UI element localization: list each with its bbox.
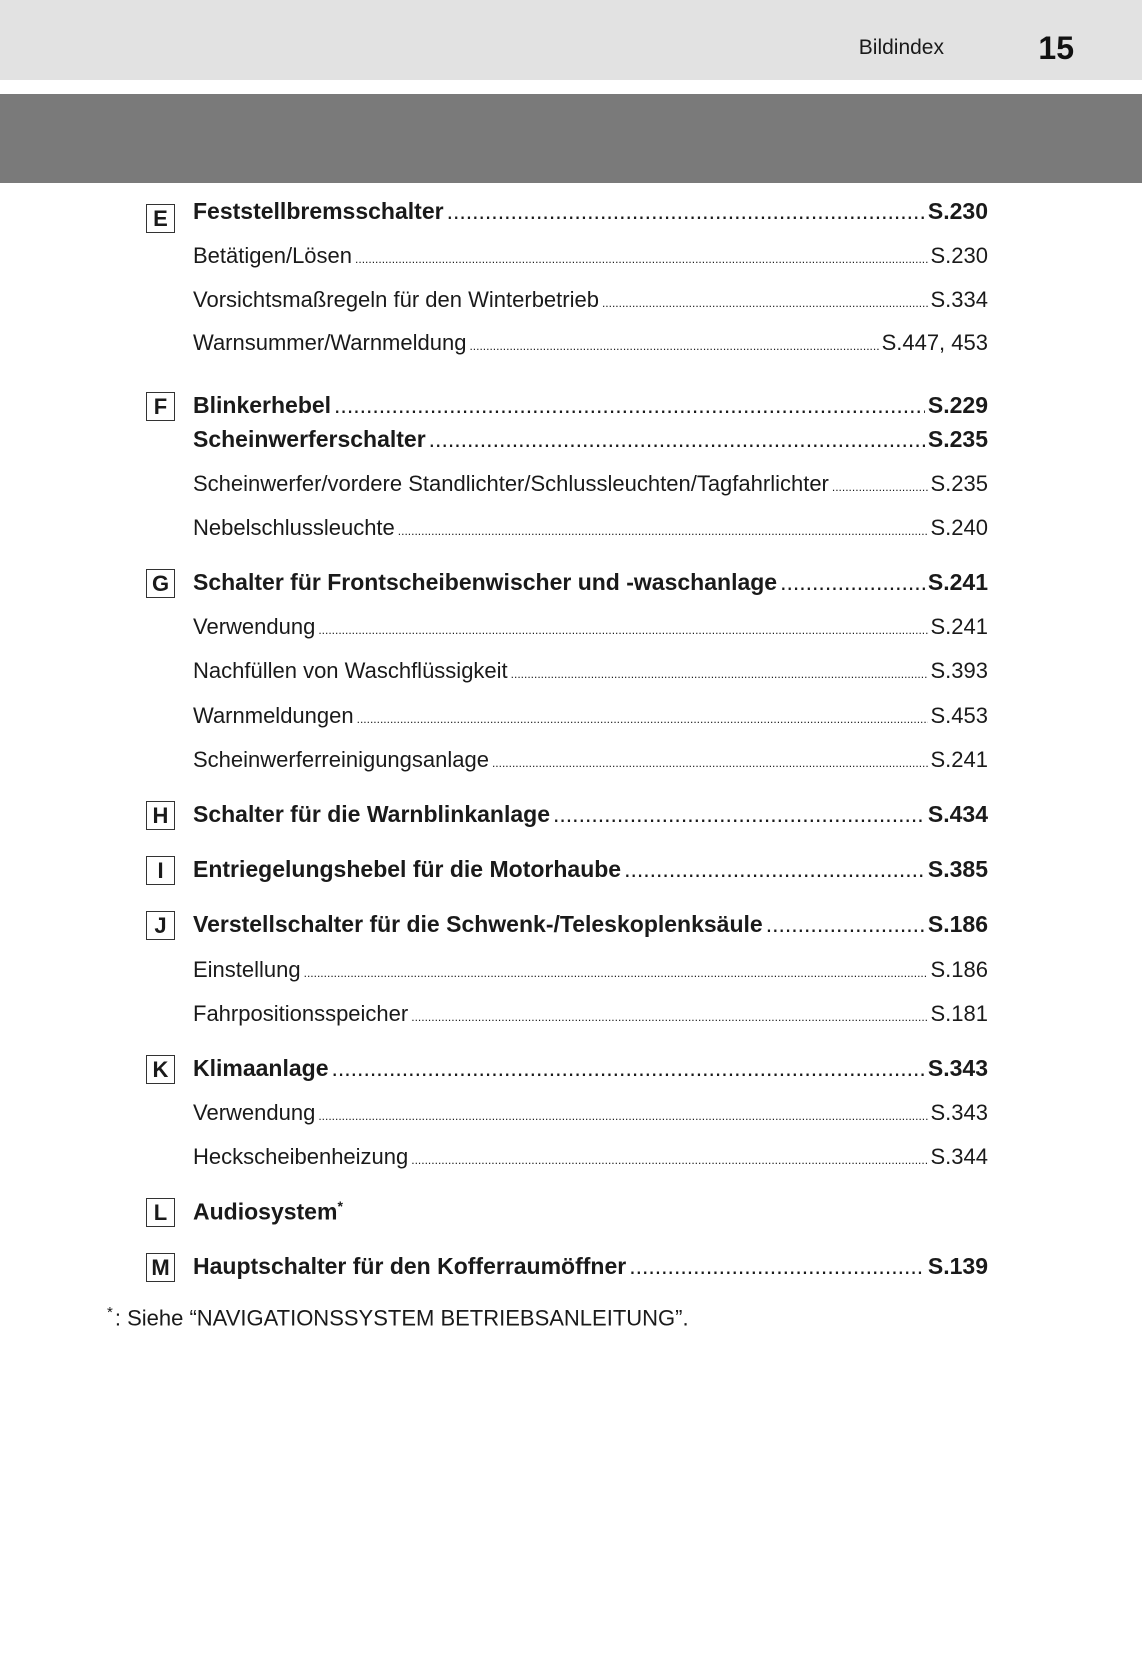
dot-leader bbox=[334, 392, 925, 419]
letter-marker-m: M bbox=[146, 1253, 175, 1282]
entry-label: Vorsichtsmaßregeln für den Winterbetrieb bbox=[193, 287, 599, 312]
entry-page-reference: S.334 bbox=[930, 287, 988, 312]
index-entry bbox=[193, 1144, 988, 1170]
index-entry bbox=[193, 658, 988, 684]
entry-label: Einstellung bbox=[193, 957, 301, 982]
entry-page-reference: S.393 bbox=[930, 658, 988, 683]
dot-leader bbox=[318, 623, 927, 637]
index-entry bbox=[193, 471, 988, 497]
entry-label: Scheinwerferreinigungsanlage bbox=[193, 747, 489, 772]
index-entry bbox=[193, 243, 988, 269]
dot-leader bbox=[511, 667, 928, 681]
entry-label: Warnmeldungen bbox=[193, 703, 354, 728]
dot-leader bbox=[624, 856, 925, 883]
dot-leader bbox=[766, 911, 925, 938]
entry-page-reference: S.447, 453 bbox=[881, 330, 988, 355]
entry-label: Klimaanlage bbox=[193, 1055, 329, 1081]
index-entry bbox=[193, 747, 988, 773]
index-entry bbox=[193, 614, 988, 640]
entry-page-reference: S.186 bbox=[927, 911, 988, 937]
entry-page-reference: S.385 bbox=[927, 856, 988, 882]
dot-leader bbox=[429, 426, 925, 453]
index-entry bbox=[193, 287, 988, 313]
entry-label: Blinkerhebel bbox=[193, 392, 332, 418]
index-entry bbox=[193, 1253, 988, 1280]
index-entry bbox=[193, 1100, 988, 1126]
entry-label: Schalter für die Warnblinkanlage bbox=[193, 801, 551, 827]
entry-page-reference: S.241 bbox=[930, 747, 988, 772]
index-entry bbox=[193, 1055, 988, 1082]
entry-label: Nebelschlussleuchte bbox=[193, 515, 395, 540]
entry-label: Scheinwerfer/vordere Standlichter/Schlussleuchten/Tagfahrlichter bbox=[193, 471, 829, 496]
entry-label: Audiosystem* bbox=[193, 1198, 343, 1225]
entry-page-reference: S.344 bbox=[930, 1144, 988, 1169]
letter-marker-e: E bbox=[146, 204, 175, 233]
letter-marker-g: G bbox=[146, 569, 175, 598]
entry-label: Feststellbremsschalter bbox=[193, 198, 444, 224]
index-entry bbox=[193, 957, 988, 983]
index-entry bbox=[193, 392, 988, 419]
dot-leader bbox=[832, 480, 928, 494]
entry-page-reference: S.241 bbox=[927, 569, 988, 595]
letter-marker-l: L bbox=[146, 1198, 175, 1227]
dot-leader bbox=[304, 966, 928, 980]
entry-page-reference: S.235 bbox=[930, 471, 988, 496]
page-number: 15 bbox=[1038, 30, 1074, 66]
entry-label: Heckscheibenheizung bbox=[193, 1144, 409, 1169]
entry-label: Betätigen/Lösen bbox=[193, 243, 353, 268]
entry-label: Schalter für Frontscheibenwischer und -waschanlage bbox=[193, 569, 778, 595]
index-entry bbox=[193, 198, 988, 225]
dot-leader bbox=[780, 569, 925, 596]
letter-marker-h: H bbox=[146, 801, 175, 830]
dot-leader bbox=[398, 524, 928, 538]
entry-label: Verstellschalter für die Schwenk-/Teleskoplenksäule bbox=[193, 911, 763, 937]
entry-label: Nachfüllen von Waschflüssigkeit bbox=[193, 658, 508, 683]
entry-page-reference: S.181 bbox=[930, 1001, 988, 1026]
entry-page-reference: S.343 bbox=[930, 1100, 988, 1125]
entry-page-reference: S.434 bbox=[927, 801, 988, 827]
index-entry bbox=[193, 801, 988, 828]
letter-marker-k: K bbox=[146, 1055, 175, 1084]
index-entry bbox=[193, 1198, 988, 1226]
index-entry bbox=[193, 426, 988, 453]
dot-leader bbox=[411, 1010, 927, 1024]
dot-leader bbox=[629, 1253, 925, 1280]
index-entry bbox=[193, 1001, 988, 1027]
entry-page-reference: S.186 bbox=[930, 957, 988, 982]
dot-leader bbox=[332, 1055, 925, 1082]
letter-marker-f: F bbox=[146, 392, 175, 421]
dot-leader bbox=[553, 801, 925, 828]
dot-leader bbox=[602, 296, 928, 310]
entry-page-reference: S.241 bbox=[930, 614, 988, 639]
index-entry bbox=[193, 569, 988, 596]
dot-leader bbox=[411, 1153, 927, 1167]
index-entry bbox=[193, 911, 988, 938]
entry-label: Verwendung bbox=[193, 1100, 316, 1125]
entry-label: Entriegelungshebel für die Motorhaube bbox=[193, 856, 622, 882]
entry-page-reference: S.230 bbox=[930, 243, 988, 268]
dot-leader bbox=[492, 756, 928, 770]
dot-leader bbox=[318, 1109, 927, 1123]
dot-leader bbox=[355, 252, 927, 266]
entry-page-reference: S.139 bbox=[927, 1253, 988, 1279]
letter-marker-j: J bbox=[146, 911, 175, 940]
index-entry bbox=[193, 515, 988, 541]
entry-label: Hauptschalter für den Kofferraumöffner bbox=[193, 1253, 627, 1279]
footnote-text: : Siehe “NAVIGATIONSSYSTEM BETRIEBSANLEITUNG”. bbox=[114, 1305, 689, 1331]
page-header bbox=[0, 0, 1142, 80]
entry-label: Verwendung bbox=[193, 614, 316, 639]
entry-page-reference: S.235 bbox=[927, 426, 988, 452]
footnote-reference: * bbox=[337, 1198, 343, 1214]
index-entry bbox=[193, 703, 988, 729]
entry-label: Scheinwerferschalter bbox=[193, 426, 426, 452]
index-entry bbox=[193, 330, 988, 356]
entry-page-reference: S.230 bbox=[927, 198, 988, 224]
entry-page-reference: S.343 bbox=[927, 1055, 988, 1081]
entry-label: Warnsummer/Warnmeldung bbox=[193, 330, 467, 355]
footnote-mark: * bbox=[107, 1304, 113, 1321]
gray-band bbox=[0, 94, 1142, 183]
letter-marker-i: I bbox=[146, 856, 175, 885]
footnote bbox=[107, 1304, 689, 1331]
dot-leader bbox=[469, 339, 878, 353]
index-entry bbox=[193, 856, 988, 883]
entry-label: Fahrpositionsspeicher bbox=[193, 1001, 409, 1026]
entry-page-reference: S.240 bbox=[930, 515, 988, 540]
section-title: Bildindex bbox=[858, 36, 944, 59]
dot-leader bbox=[357, 712, 928, 726]
entry-page-reference: S.453 bbox=[930, 703, 988, 728]
dot-leader bbox=[447, 198, 925, 225]
entry-page-reference: S.229 bbox=[927, 392, 988, 418]
